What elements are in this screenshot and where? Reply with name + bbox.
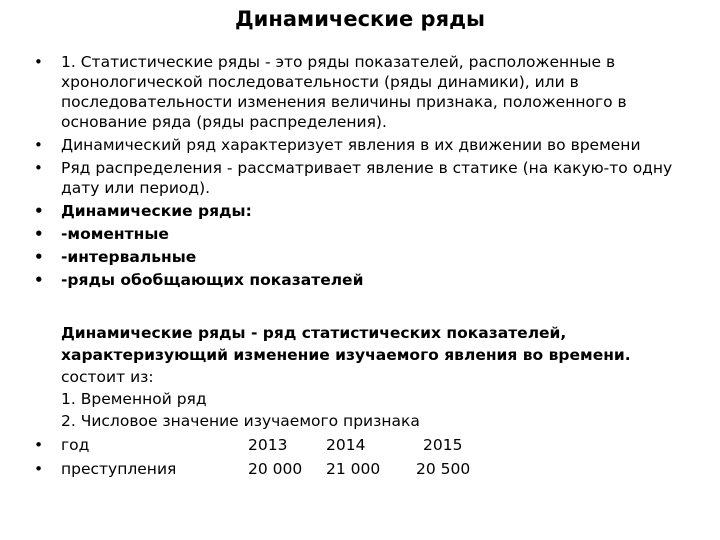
bullet-text: Динамический ряд характеризует явления в их движении во времени [61, 136, 641, 154]
bullet-marker: • [34, 460, 44, 478]
data-table [34, 433, 702, 481]
table-cell: 2014 [326, 436, 366, 454]
bullet-marker: • [34, 159, 43, 177]
definition-block [61, 322, 701, 432]
definition-line: 1. Временной ряд [61, 390, 207, 408]
bullet-item [34, 135, 702, 155]
table-cell: 2015 [423, 436, 463, 454]
bullet-item [34, 270, 702, 290]
bullet-item [34, 224, 702, 244]
table-cell: 20 000 [248, 460, 303, 478]
bullet-marker: • [34, 436, 44, 454]
bullet-item [34, 201, 702, 221]
bullet-marker: • [34, 202, 44, 220]
definition-line: Динамические ряды - ряд статистических показателей, [61, 324, 567, 342]
bullet-marker: • [34, 225, 44, 243]
bullet-text: Ряд распределения - рассматривает явление в статике (на какую-то одну дату или период). [61, 159, 673, 197]
definition-line: состоит из: [61, 368, 154, 386]
definition-line: 2. Числовое значение изучаемого признака [61, 412, 420, 430]
bullet-marker: • [34, 53, 43, 71]
bullet-text: -ряды обобщающих показателей [61, 271, 364, 289]
table-row-year [34, 433, 702, 457]
row-label: преступления [61, 460, 177, 478]
bullet-item [34, 52, 702, 132]
bullet-text: Динамические ряды: [61, 202, 252, 220]
bullet-marker: • [34, 271, 44, 289]
table-cell: 20 500 [416, 460, 471, 478]
table-cell: 2013 [248, 436, 288, 454]
slide-title: Динамические ряды [234, 7, 486, 31]
table-cell: 21 000 [326, 460, 381, 478]
row-label: год [61, 436, 90, 454]
bullet-text: 1. Статистические ряды - это ряды показателей, расположенные в хронологической последовательности (ряды динамики), или в последовательности изменения величины признака, положенного в основание ряда (ряды распределения). [61, 53, 627, 131]
bullet-marker: • [34, 248, 44, 266]
bullet-item [34, 158, 702, 198]
bullet-list [34, 52, 702, 293]
bullet-item [34, 247, 702, 267]
bullet-text: -моментные [61, 225, 169, 243]
definition-line: характеризующий изменение изучаемого явления во времени. [61, 346, 631, 364]
table-row-crimes [34, 457, 702, 481]
bullet-marker: • [34, 136, 43, 154]
bullet-text: -интервальные [61, 248, 197, 266]
